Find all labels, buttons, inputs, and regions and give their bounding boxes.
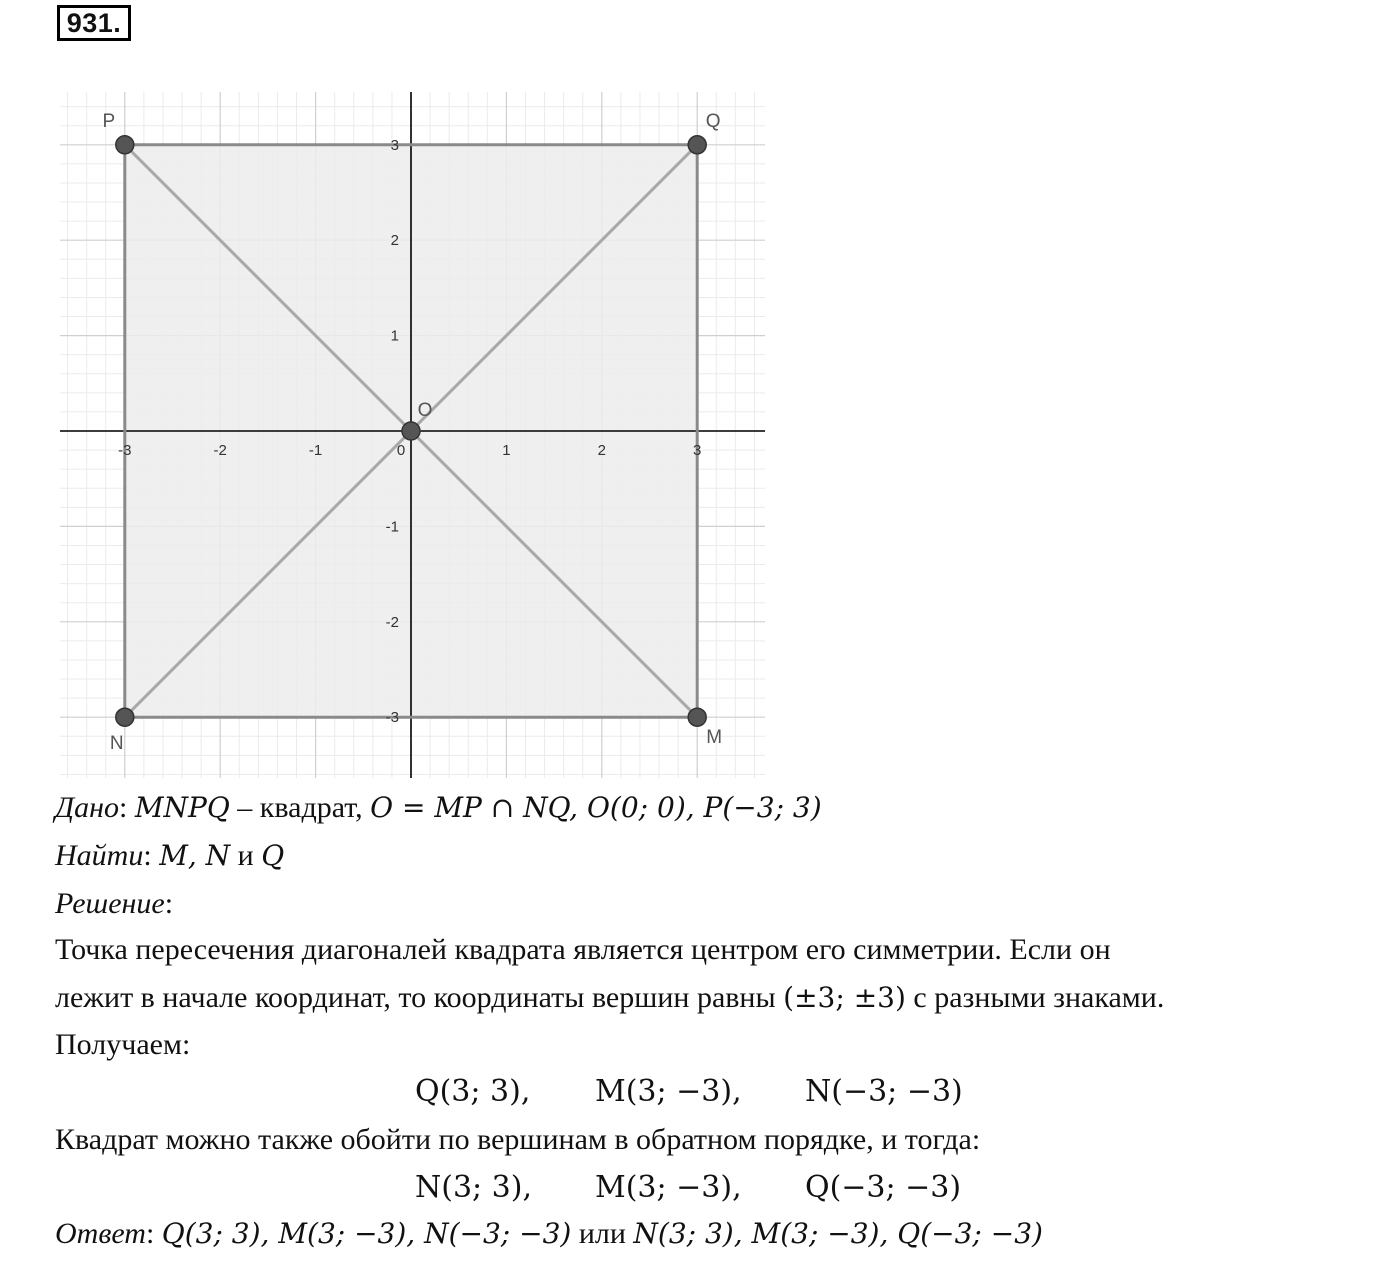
x-tick-label: 0 <box>396 442 406 459</box>
y-tick-label: 3 <box>390 136 399 154</box>
x-tick-label: 1 <box>502 442 511 459</box>
x-tick-label: -2 <box>213 442 227 459</box>
solution-line-1: Точка пересечения диагоналей квадрата является центром его симметрии. Если он <box>55 933 1111 966</box>
square-name: MNPQ <box>134 791 230 824</box>
equation-1-b: M(3; −3), <box>595 1074 742 1109</box>
x-tick-label: -3 <box>118 442 132 459</box>
solution-line-2: лежит в начале координат, то координаты вершин равны (±3; ±3) с разными знаками. <box>55 981 1165 1014</box>
solution-line-3: Получаем: <box>55 1028 191 1061</box>
find-last: Q <box>261 839 285 872</box>
given-line: Дано: MNPQ – квадрат, O = MP ∩ NQ, O(0; 0), P(−3; 3) <box>55 791 822 824</box>
problem-number: 931. <box>57 5 131 41</box>
answer-part-1: Q(3; 3), M(3; −3), N(−3; −3) <box>161 1217 572 1250</box>
equation-1-a: Q(3; 3), <box>415 1074 531 1109</box>
point-label-m: M <box>706 727 723 749</box>
solution-label: Решение <box>55 887 165 920</box>
answer-part-2: N(3; 3), M(3; −3), Q(−3; −3) <box>633 1217 1043 1250</box>
given-label: Дано <box>55 791 119 824</box>
y-tick-label: -3 <box>385 709 399 727</box>
answer-label: Ответ <box>55 1217 146 1250</box>
y-tick-label: -2 <box>385 613 399 631</box>
equation-2-c: Q(−3; −3) <box>805 1170 962 1205</box>
find-label: Найти <box>55 839 144 872</box>
answer-line: Ответ: Q(3; 3), M(3; −3), N(−3; −3) или N(3; 3), M(3; −3), Q(−3; −3) <box>55 1217 1043 1250</box>
point-n <box>116 708 134 726</box>
point-label-n: N <box>109 733 124 755</box>
y-tick-label: 2 <box>390 232 399 250</box>
find-items: M, N <box>159 839 231 872</box>
y-tick-label: 1 <box>390 327 399 345</box>
point-label-p: P <box>102 110 116 132</box>
equation-2-a: N(3; 3), <box>415 1170 533 1205</box>
given-dash-text: – квадрат, <box>229 791 371 824</box>
x-tick-label: 2 <box>597 442 606 459</box>
point-label-o: O <box>417 400 433 421</box>
point-q <box>688 136 706 154</box>
y-tick-label: -1 <box>385 518 399 536</box>
find-line: Найти: M, N и Q <box>55 839 285 872</box>
point-o <box>402 422 420 440</box>
solution-line-4: Квадрат можно также обойти по вершинам в обратном порядке, и тогда: <box>55 1123 981 1156</box>
point-label-q: Q <box>705 110 721 132</box>
solution-heading: Решение: <box>55 887 174 920</box>
given-o-definition: O = MP ∩ NQ, O(0; 0), P(−3; 3) <box>370 791 822 824</box>
x-tick-label: 3 <box>693 442 702 459</box>
equation-1-c: N(−3; −3) <box>805 1074 963 1109</box>
point-m <box>688 708 706 726</box>
point-p <box>116 136 134 154</box>
coordinate-figure <box>0 0 800 790</box>
sign-pair: (±3; ±3) <box>783 981 906 1014</box>
equation-2-b: M(3; −3), <box>595 1170 742 1205</box>
x-tick-label: -1 <box>308 442 323 459</box>
